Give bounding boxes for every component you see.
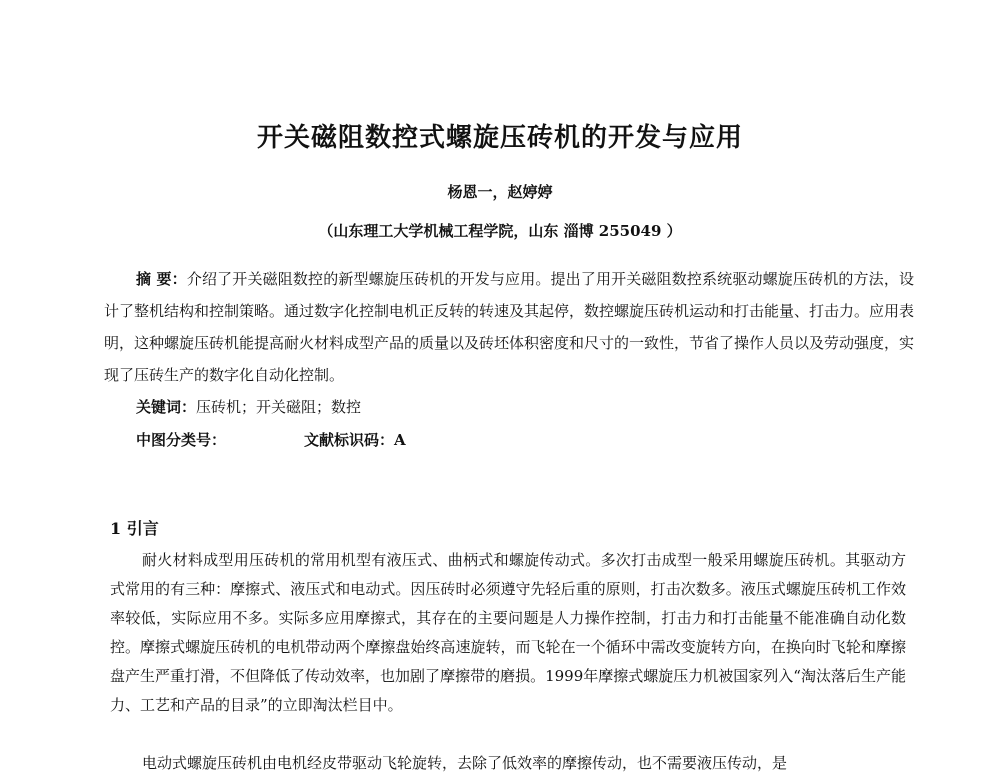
- document-code-label: 文献标识码：: [304, 431, 395, 449]
- abstract: [104, 263, 914, 391]
- abstract-text: 介绍了开关磁阻数控的新型螺旋压砖机的开发与应用。提出了用开关磁阻数控系统驱动螺旋压砖机的方法，设计了整机结构和控制策略。通过数字化控制电机正反转的转速及其起停，数控螺旋压砖机运动和打击能量、打击力。应用表明，这种螺旋压砖机能提高耐火材料成型产品的质量以及砖坯体积密度和尺寸的一致性，节省了操作人员以及劳动强度，实现了压砖生产的数字化自动化控制。: [104, 270, 915, 384]
- keywords: [136, 391, 361, 423]
- section-heading-introduction: 1 引言: [110, 519, 159, 538]
- keywords-text: 压砖机；开关磁阻；数控: [196, 398, 362, 416]
- paper-affiliation: （山东理工大学机械工程学院，山东 淄博 255049 ）: [318, 222, 682, 240]
- keywords-label: 关键词：: [136, 398, 197, 416]
- body-paragraph: 电动式螺旋压砖机由电机经皮带驱动飞轮旋转，去除了低效率的摩擦传动，也不需要液压传动，是: [142, 754, 788, 772]
- document-code: [304, 424, 406, 456]
- body-paragraph: 耐火材料成型用压砖机的常用机型有液压式、曲柄式和螺旋传动式。多次打击成型一般采用螺旋压砖机。其驱动方式常用的有三种：摩擦式、液压式和电动式。因压砖时必须遵守先轻后重的原则，打击次数多。液压式螺旋压砖机工作效率较低，实际应用不多。实际多应用摩擦式，其存在的主要问题是人力操作控制，打击力和打击能量不能准确自动化数控。摩擦式螺旋压砖机的电机带动两个摩擦盘始终高速旋转，而飞轮在一个循环中需改变旋转方向，在换向时飞轮和摩擦盘产生严重打滑，不但降低了传动效率，也加剧了摩擦带的磨损。1999年摩擦式螺旋压力机被国家列入“淘汰落后生产能力、工艺和产品的目录”的立即淘汰栏目中。: [110, 551, 906, 714]
- paper-authors: 杨恩一，赵婷婷: [447, 183, 553, 201]
- document-code-value: A: [394, 431, 406, 449]
- classification-label: 中图分类号：: [136, 431, 227, 449]
- abstract-label: 摘 要：: [136, 270, 187, 288]
- classification-row: [136, 424, 836, 456]
- paper-title: 开关磁阻数控式螺旋压砖机的开发与应用: [256, 123, 743, 153]
